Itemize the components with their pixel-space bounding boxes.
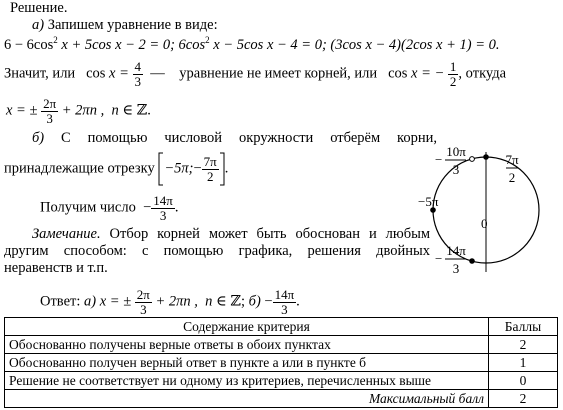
integer-set: ∈ ℤ.: [122, 102, 151, 119]
minus-sign: −: [193, 160, 202, 177]
label-10pi-num: 10π: [446, 144, 466, 159]
case-text: уравнение не имеет корней, или: [179, 65, 378, 82]
criteria-cell: Обоснованно получены верные ответы в обоих пунктах: [5, 336, 489, 354]
integer-set: ∈ ℤ;: [216, 293, 246, 310]
remark-label: Замечание.: [32, 226, 101, 242]
eq-part: x − 2 = 0; 6cos: [115, 37, 206, 53]
part-b-marker: б): [32, 130, 45, 146]
fraction-14pi-3: $\frac{14\pi}{3}$: [274, 287, 295, 317]
label-minus: −: [435, 152, 443, 167]
header-points: Баллы: [489, 318, 558, 336]
period: .: [224, 160, 229, 177]
dash: —: [150, 65, 165, 82]
answer-b-marker: б): [248, 293, 261, 310]
case-text: , откуда: [458, 65, 507, 82]
remark-text: Отбор корней может быть обоснован и любым: [109, 226, 430, 242]
part-b-line1: [32, 131, 437, 146]
minus-sign: −: [143, 199, 152, 216]
segment-line: [4, 152, 228, 186]
max-label-cell: Максимальный балл: [5, 390, 489, 408]
equation-chain: [4, 35, 500, 53]
max-value-cell: 2: [489, 390, 558, 408]
eq-part: x − 4 = 0; (3cos: [266, 37, 362, 53]
part-a-marker: а): [32, 17, 45, 33]
label-14pi-num: 14π: [446, 243, 466, 258]
label-7pi-den: 2: [508, 170, 516, 185]
x-pm: x = ±: [6, 102, 38, 119]
criteria-cell: Решение не соответствует ни одному из критериев, перечисленных выше: [5, 372, 489, 390]
segment-left: −5π;: [164, 160, 194, 177]
period-term: + 2πn ,: [155, 293, 198, 310]
number-circle-diagram: [400, 130, 562, 290]
points-cell: 0: [489, 372, 558, 390]
eq-exponent: 2: [205, 35, 210, 45]
criteria-cell: Обоснованно получен верный ответ в пункте а или в пункте б: [5, 354, 489, 372]
period: .: [296, 293, 300, 310]
header-criteria: Содержание критерия: [5, 318, 489, 336]
part-b-text: С помощью числовой окружности отберём корни,: [61, 130, 437, 146]
criteria-table: [4, 317, 558, 408]
period: .: [174, 199, 179, 216]
answer-label: Ответ:: [40, 293, 81, 310]
label-10pi-den: 3: [452, 162, 460, 177]
general-solution: [6, 97, 151, 125]
cos-label: cos: [86, 65, 106, 82]
fraction-4-3: $\frac{4}{3}$: [134, 59, 142, 89]
table-row: [5, 336, 558, 354]
remark-line2: другим способом: с помощью графика, решения двойных: [4, 243, 430, 259]
label-zero: 0: [481, 216, 488, 231]
x-pm: x = ±: [99, 293, 132, 310]
fraction-2pi-3: $\frac{2\pi}{3}$: [136, 287, 150, 317]
point-10pi-3: [470, 157, 475, 162]
eq-part: 6 − 6cos: [4, 37, 54, 53]
answer-line: [40, 288, 300, 316]
part-a-intro: [32, 18, 218, 33]
segment-text: принадлежащие отрезку: [4, 160, 155, 177]
point-7pi-2: [483, 154, 489, 160]
label-minus: −: [435, 251, 443, 266]
eq-exponent: 2: [53, 35, 58, 45]
fraction-1-2: $\frac{1}{2}$: [449, 59, 457, 89]
solution-heading: Решение.: [10, 0, 68, 16]
points-cell: 2: [489, 336, 558, 354]
eq-part: x + 5cos: [61, 37, 112, 53]
period-term: + 2πn ,: [61, 102, 105, 119]
minus-sign: −: [264, 293, 273, 310]
table-row: [5, 354, 558, 372]
obtained-text: Получим число: [40, 199, 136, 216]
n-var: n: [111, 102, 119, 119]
part-a-intro-text: Запишем уравнение в виде:: [47, 17, 218, 33]
x-equals: x =: [109, 65, 129, 82]
remark-line3: неравенств и т.п.: [4, 260, 108, 276]
label-5pi: −5π: [418, 194, 439, 209]
fraction-14pi-3: $\frac{14\pi}{3}$: [153, 193, 173, 223]
table-max-row: [5, 390, 558, 408]
remark-line1: [32, 227, 430, 242]
case-text: Значит, или: [4, 65, 76, 82]
fraction-7pi-2: $\frac{7\pi}{2}$: [203, 153, 217, 184]
eq-part: x − 4)(2cos: [365, 37, 433, 53]
obtained-number: [40, 194, 178, 222]
point-14pi-3: [469, 258, 475, 264]
n-var: n: [205, 293, 213, 310]
eq-part: x + 1) = 0.: [436, 37, 500, 53]
cos-cases-line: [4, 60, 506, 88]
cos-label: cos: [388, 65, 408, 82]
table-header-row: [5, 318, 558, 336]
points-cell: 1: [489, 354, 558, 372]
fraction-2pi-3: $\frac{2\pi}{3}$: [43, 96, 57, 126]
eq-part: x − 5cos: [213, 37, 264, 53]
table-row: [5, 372, 558, 390]
label-7pi-num: 7π: [505, 152, 519, 167]
answer-a-marker: а): [84, 293, 97, 310]
x-equals: x = −: [411, 65, 445, 82]
label-14pi-den: 3: [452, 261, 460, 276]
